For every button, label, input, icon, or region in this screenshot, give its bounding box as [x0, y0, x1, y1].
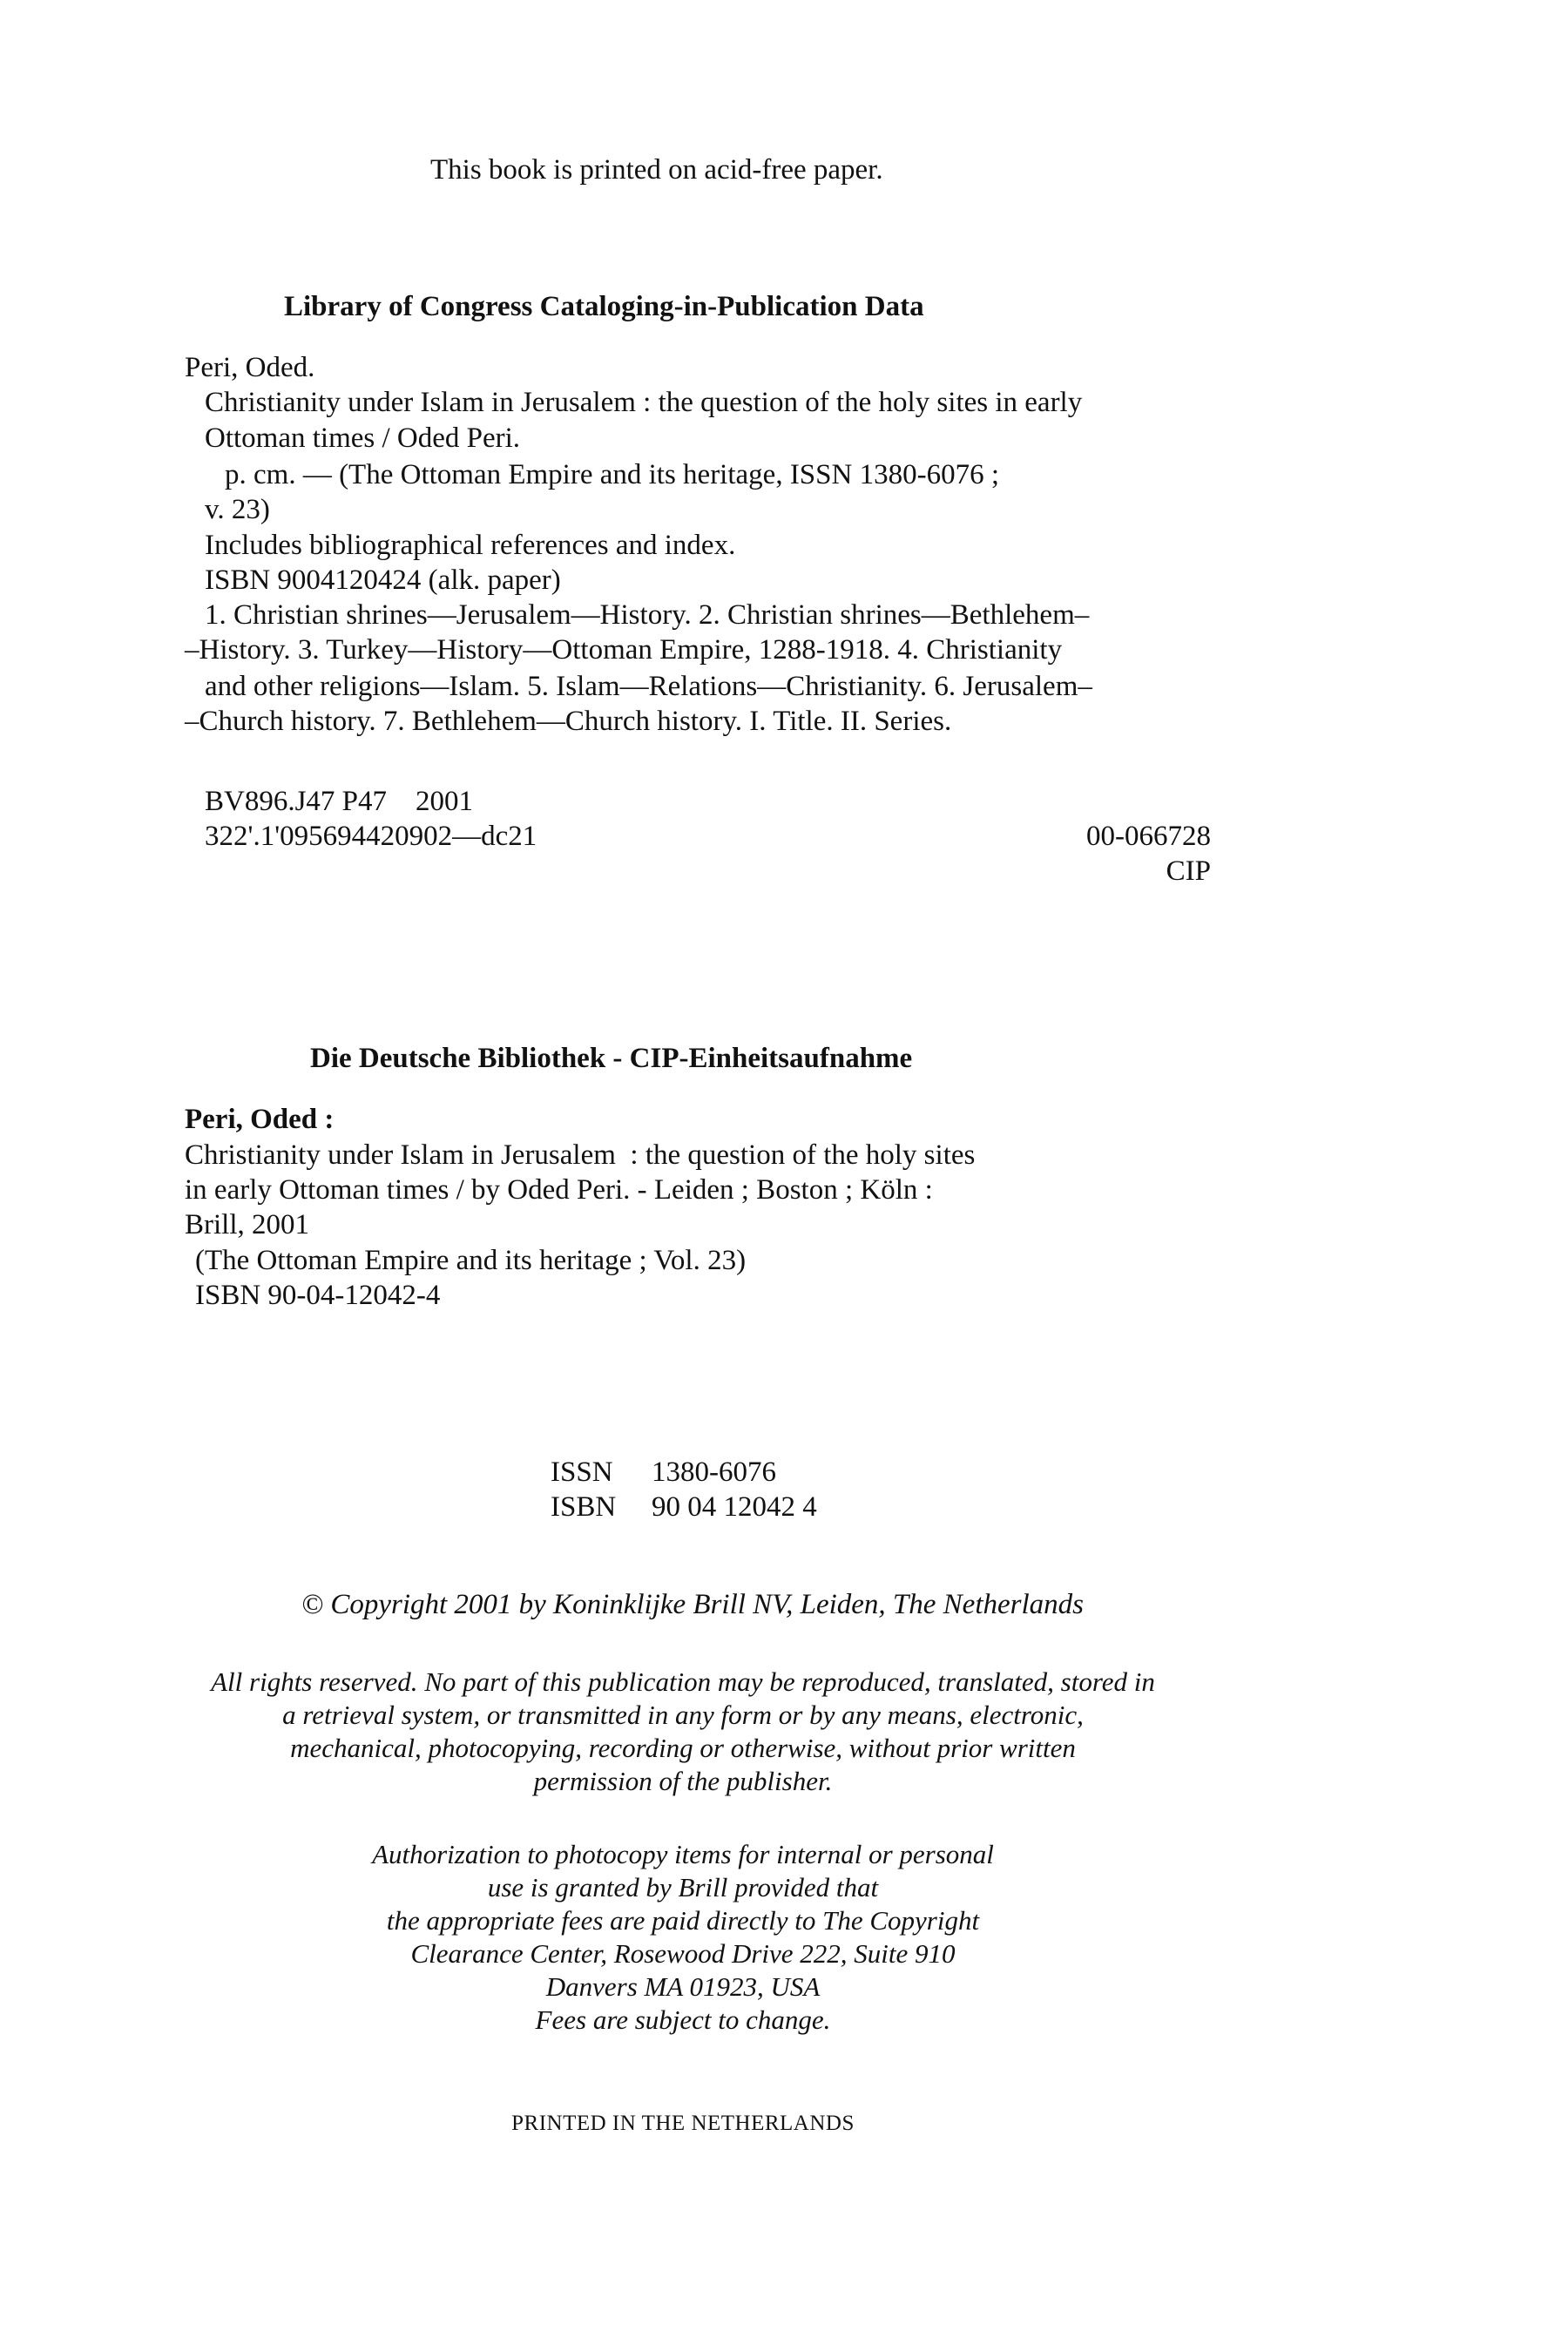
loc-cip-line: Peri, Oded. [185, 352, 315, 383]
cip-label: CIP [1166, 855, 1211, 887]
lccn-number: 00-066728 [1086, 821, 1211, 852]
authorization-line: Clearance Center, Rosewood Drive 222, Suite 910 [410, 1938, 956, 1969]
isbn-label: ISBN [551, 1491, 617, 1523]
authorization-line: Danvers MA 01923, USA [545, 1971, 821, 2002]
loc-cip-line: Ottoman times / Oded Peri. [205, 422, 521, 454]
authorization-line: Authorization to photocopy items for internal or personal [372, 1839, 994, 1869]
ddb-cip-line: ISBN 90-04-12042-4 [195, 1280, 441, 1311]
loc-cip-line: Christianity under Islam in Jerusalem : the question of the holy sites in early [205, 387, 1083, 418]
loc-cip-line: ISBN 9004120424 (alk. paper) [205, 564, 561, 596]
issn-label: ISSN [551, 1456, 613, 1488]
ddb-cip-line: in early Ottoman times / by Oded Peri. - Leiden ; Boston ; Köln : [185, 1174, 933, 1206]
loc-cip-line: and other religions—Islam. 5. Islam—Relations—Christianity. 6. Jerusalem– [205, 671, 1092, 702]
acid-free-note: This book is printed on acid-free paper. [430, 154, 883, 186]
loc-cip-line: Includes bibliographical references and index. [205, 530, 736, 561]
loc-cip-line: –History. 3. Turkey—History—Ottoman Empire, 1288-1918. 4. Christianity [185, 634, 1063, 666]
rights-line: mechanical, photocopying, recording or otherwise, without prior written [290, 1733, 1076, 1763]
loc-cip-line: v. 23) [205, 494, 270, 525]
authorization-line: use is granted by Brill provided that [487, 1872, 879, 1903]
printed-in-note: PRINTED IN THE NETHERLANDS [511, 2112, 855, 2135]
ddb-cip-line: Brill, 2001 [185, 1209, 310, 1240]
issn-value: 1380-6076 [652, 1456, 776, 1488]
authorization-line: the appropriate fees are paid directly to The Copyright [386, 1905, 980, 1936]
rights-line: All rights reserved. No part of this publication may be reproduced, translated, stored in [211, 1666, 1155, 1697]
isbn-value: 90 04 12042 4 [652, 1491, 817, 1523]
rights-line: permission of the publisher. [533, 1766, 833, 1796]
ddb-cip-heading: Die Deutsche Bibliothek - CIP-Einheitsaufnahme [310, 1043, 913, 1074]
loc-cip-line: p. cm. — (The Ottoman Empire and its heritage, ISSN 1380-6076 ; [225, 459, 1000, 490]
loc-cip-line: –Church history. 7. Bethlehem—Church history. I. Title. II. Series. [185, 706, 952, 737]
ddb-cip-line: Christianity under Islam in Jerusalem : the question of the holy sites [185, 1139, 976, 1171]
authorization-line: Fees are subject to change. [535, 2004, 831, 2035]
loc-cip-heading: Library of Congress Cataloging-in-Publication Data [284, 291, 924, 322]
ddb-cip-line: (The Ottoman Empire and its heritage ; Vol. 23) [195, 1245, 747, 1276]
dewey-class-number: 322'.1'095694420902—dc21 [205, 821, 537, 852]
rights-line: a retrieval system, or transmitted in any form or by any means, electronic, [282, 1700, 1084, 1730]
copyright-notice: © Copyright 2001 by Koninklijke Brill NV, Leiden, The Netherlands [301, 1589, 1084, 1620]
loc-class-number: BV896.J47 P47 2001 [205, 786, 474, 817]
loc-cip-line: 1. Christian shrines—Jerusalem—History. 2. Christian shrines—Bethlehem– [205, 599, 1090, 631]
ddb-author: Peri, Oded : [185, 1104, 335, 1135]
